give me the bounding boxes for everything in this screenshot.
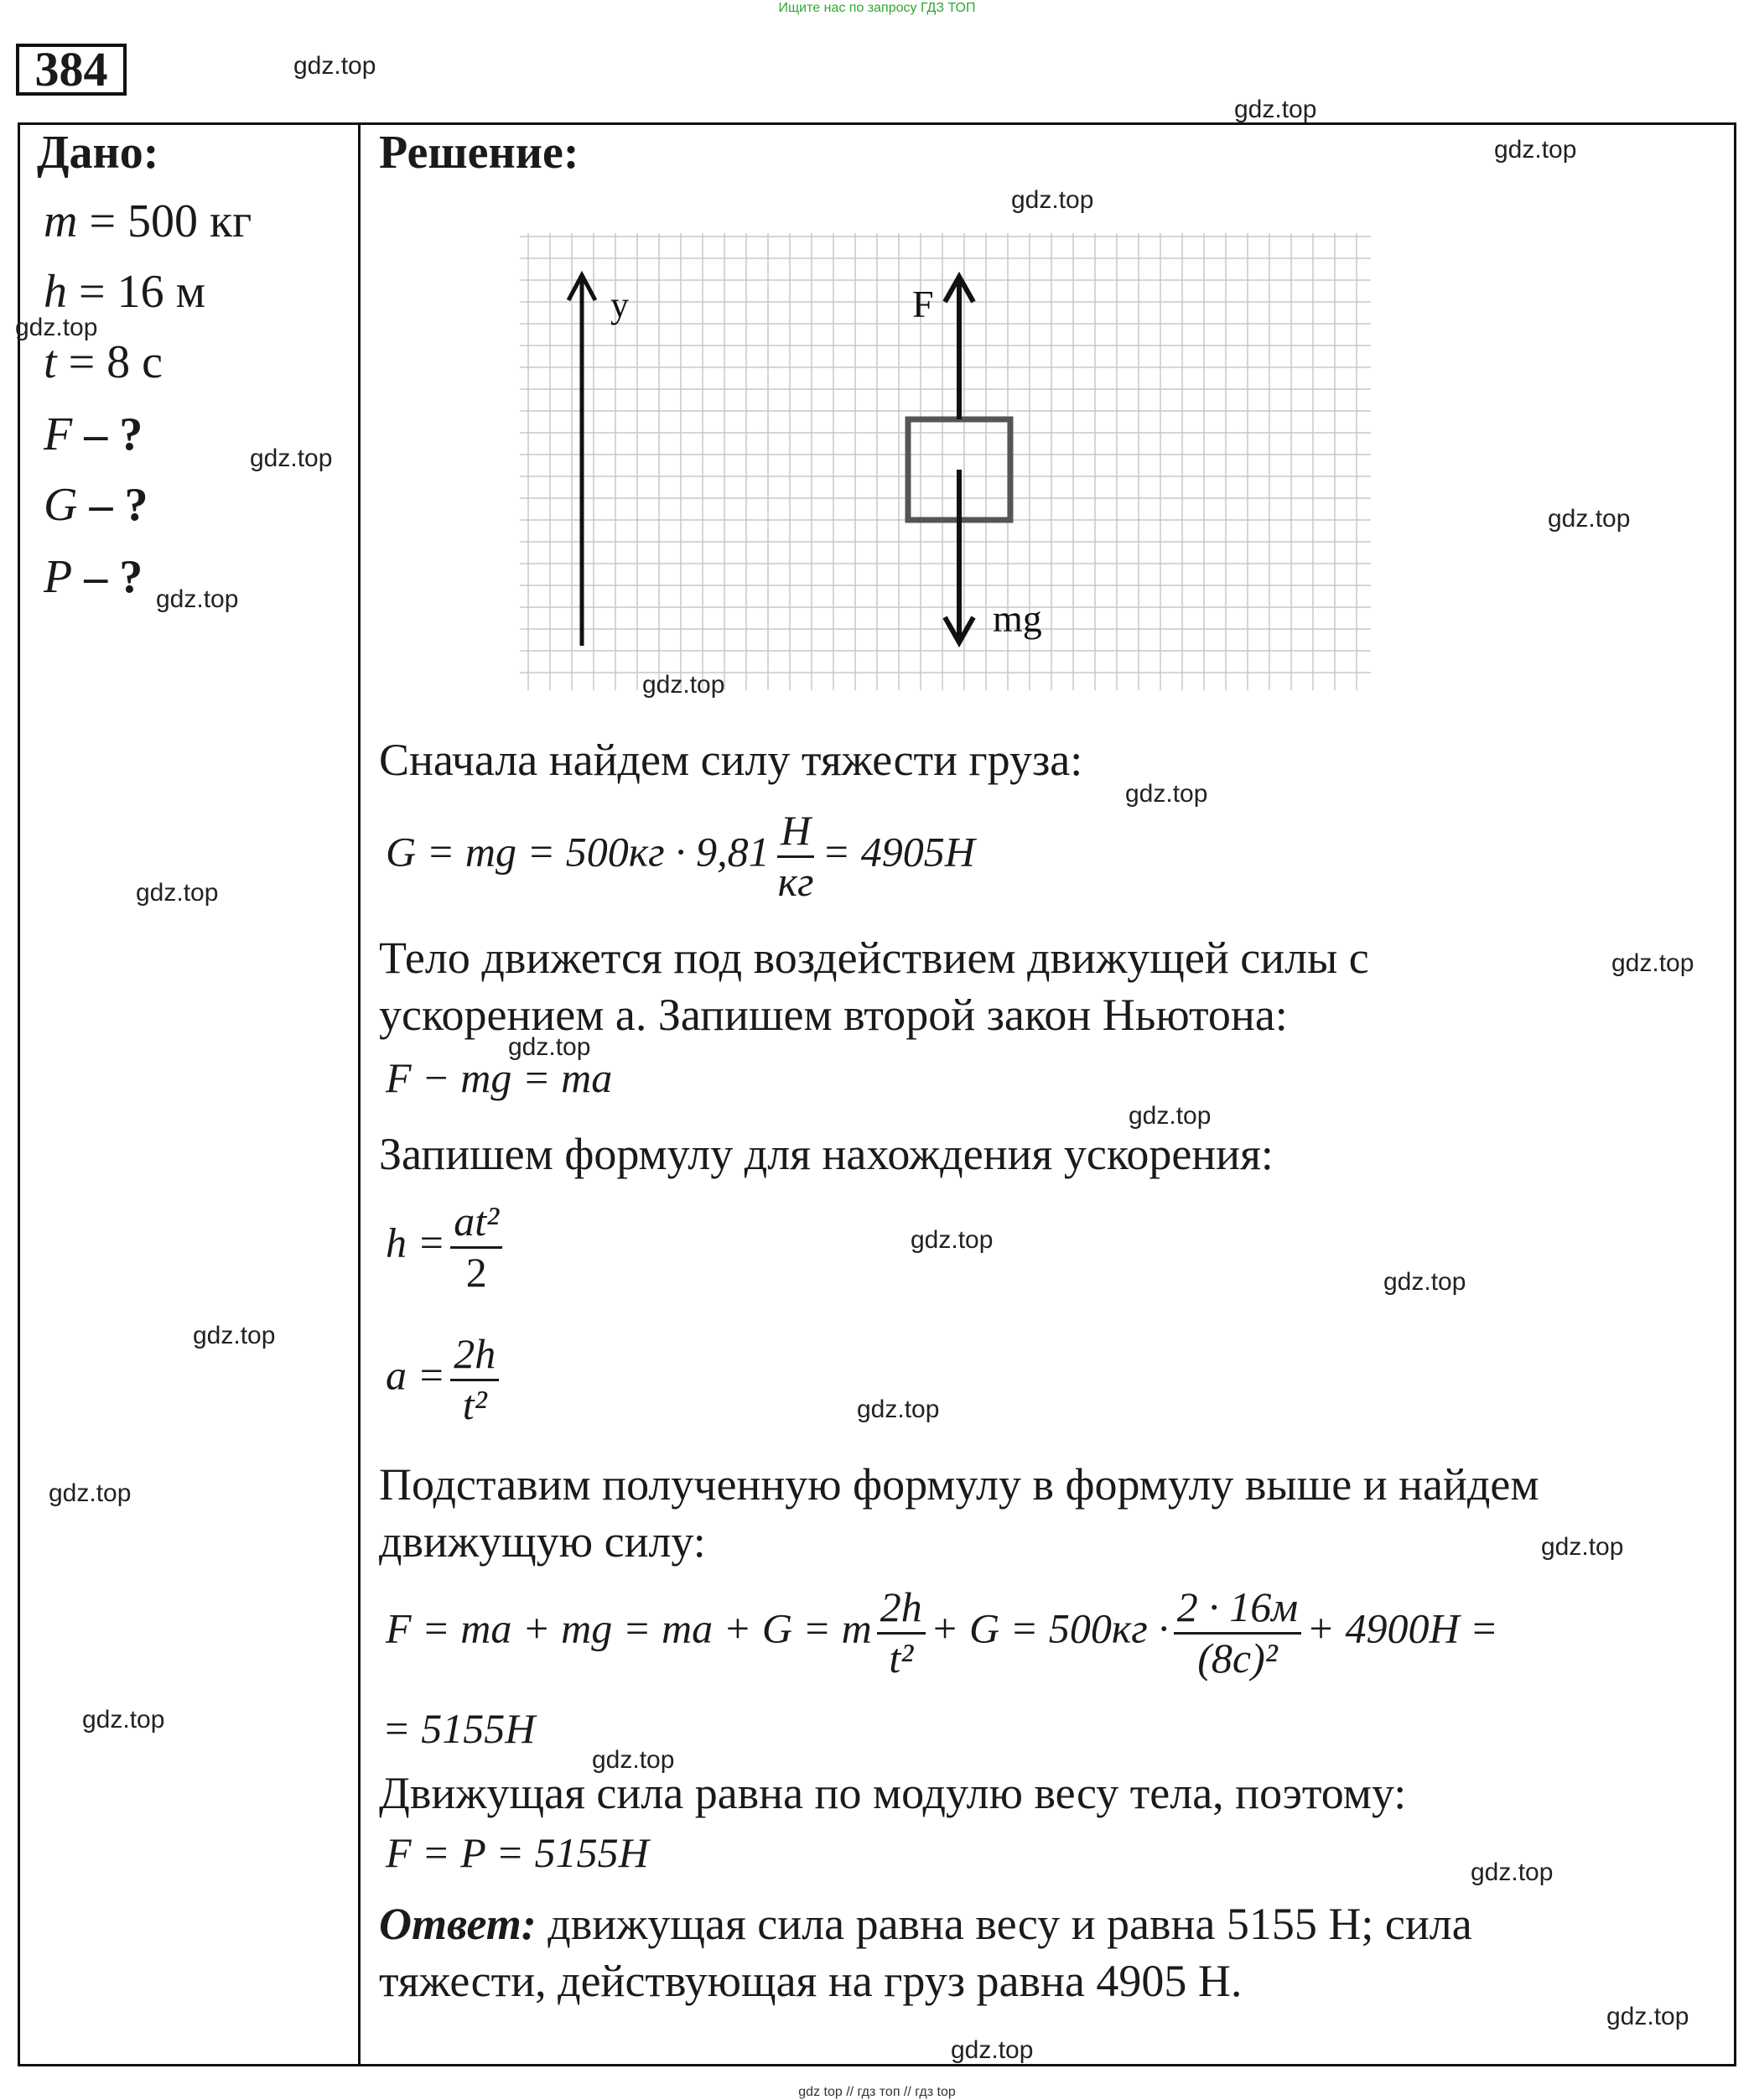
force-label-f: F (912, 283, 934, 325)
text-motion-line1: Тело движется под воздействием движущей силы с (379, 933, 1369, 983)
watermark: gdz.top (857, 1396, 940, 1423)
unknown-force: F – ? (44, 408, 143, 460)
text-weight-equal: Движущая сила равна по модулю весу тела, поэтому: (379, 1768, 1407, 1818)
formula-driving-force: F = ma + mg = ma + G = m $\frac{2h}{\text{t²}}$ + G = 500кг · $\frac{2 \cdot 16м}{\text{(8с)²}}$ + 4900Н = (386, 1583, 1498, 1682)
watermark: gdz.top (951, 2036, 1034, 2064)
axis-label-y: y (610, 284, 629, 325)
answer-label: Ответ: (379, 1899, 537, 1949)
given-mass: m = 500 кг (44, 195, 252, 247)
text-substitute-line1: Подставим полученную формулу в формулу выше и найдем (379, 1459, 1539, 1510)
solution-heading: Решение: (379, 127, 579, 179)
watermark: gdz.top (1548, 505, 1631, 533)
text-substitute-line2: движущую силу: (379, 1516, 706, 1567)
bottom-note: gdz top // гдз топ // гдз top (798, 2085, 956, 2099)
watermark: gdz.top (250, 444, 333, 472)
given-heading: Дано: (37, 127, 159, 179)
formula-weight: F = P = 5155Н (386, 1829, 649, 1876)
watermark: gdz.top (1471, 1858, 1554, 1886)
force-arrow-up (945, 277, 973, 419)
watermark: gdz.top (1383, 1268, 1466, 1296)
watermark: gdz.top (293, 52, 376, 80)
watermark: gdz.top (911, 1226, 994, 1254)
formula-newton: F − mg = ma (386, 1054, 613, 1101)
answer-line1: Ответ: движущая сила равна весу и равна 5155 Н; сила (379, 1899, 1472, 1949)
gravity-arrow-down (945, 470, 973, 642)
unknown-gravity: G – ? (44, 479, 148, 531)
given-time: t = 8 с (44, 336, 163, 388)
y-axis (568, 275, 595, 646)
watermark: gdz.top (1606, 2003, 1689, 2030)
watermark: gdz.top (156, 585, 239, 613)
formula-gravity: G = mg = 500кг · 9,81 $\frac{Н}{кг}$ = 4905Н (386, 807, 975, 905)
formula-acceleration: a = $\frac{2h}{\text{t²}}$ (386, 1330, 504, 1429)
watermark: gdz.top (592, 1746, 675, 1774)
given-height: h = 16 м (44, 266, 206, 318)
watermark: gdz.top (136, 879, 219, 907)
watermark: gdz.top (49, 1479, 132, 1507)
watermark: gdz.top (82, 1706, 165, 1734)
watermark: gdz.top (1011, 186, 1094, 214)
column-divider (358, 122, 361, 2066)
answer-line2: тяжести, действующая на груз равна 4905 Н. (379, 1956, 1243, 2006)
formula-height: h = $\frac{\text{at²}}{2}$ (386, 1198, 507, 1297)
top-note: Ищите нас по запросу ГДЗ ТОП (778, 1, 976, 15)
watermark: gdz.top (1234, 96, 1317, 123)
watermark: gdz.top (1541, 1533, 1624, 1561)
task-number: 384 (16, 44, 127, 96)
watermark: gdz.top (1494, 136, 1577, 164)
watermark: gdz.top (508, 1033, 591, 1061)
watermark: gdz.top (1611, 949, 1694, 977)
text-gravity-intro: Сначала найдем силу тяжести груза: (379, 735, 1083, 785)
force-label-mg: mg (993, 597, 1042, 640)
text-motion-line2: ускорением а. Запишем второй закон Ньютона: (379, 990, 1288, 1040)
unknown-weight: P – ? (44, 551, 143, 603)
watermark: gdz.top (1125, 780, 1208, 808)
formula-result: = 5155Н (382, 1705, 536, 1752)
watermark: gdz.top (642, 671, 725, 699)
watermark: gdz.top (193, 1322, 276, 1349)
watermark: gdz.top (1129, 1102, 1212, 1130)
force-diagram (520, 233, 1375, 703)
watermark: gdz.top (15, 314, 98, 341)
text-acceleration-intro: Запишем формулу для нахождения ускорения: (379, 1129, 1274, 1179)
